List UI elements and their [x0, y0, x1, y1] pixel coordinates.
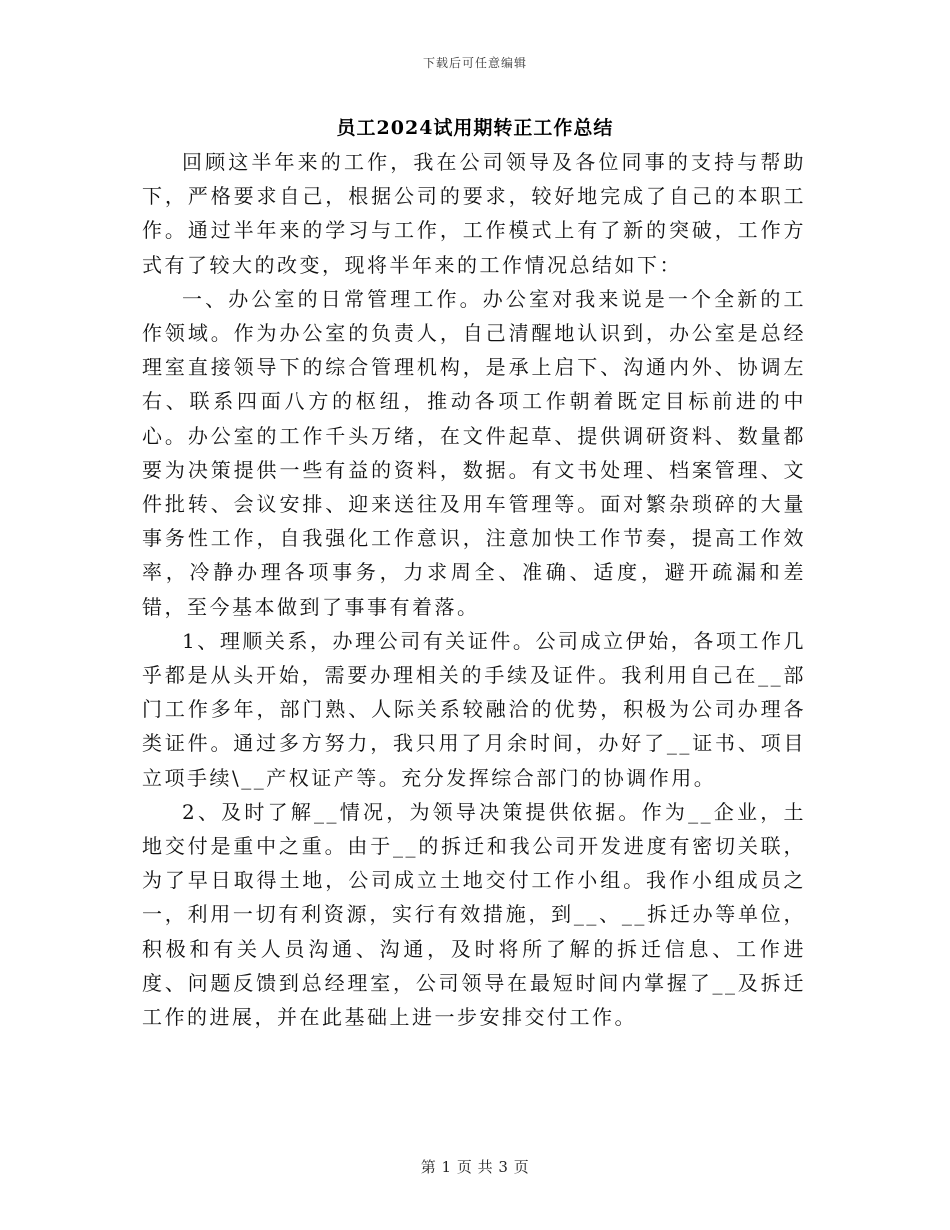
paragraph-intro: 回顾这半年来的工作，我在公司领导及各位同事的支持与帮助下，严格要求自己，根据公司的要求，较好地完成了自己的本职工作。通过半年来的学习与工作，工作模式上有了新的突破，工作方式有了较大的改变，现将半年来的工作情况总结如下： — [142, 150, 806, 277]
paragraph-certificates: 1、理顺关系，办理公司有关证件。公司成立伊始，各项工作几乎都是从头开始，需要办理相关的手续及证件。我利用自己在__部门工作多年，部门熟、人际关系较融洽的优势，积极为公司办理各类证件。通过多方努力，我只用了月余时间，办好了__证书、项目立项手续\__产权证产等。充分发挥综合部门的协调作用。 — [142, 628, 806, 790]
document-title: 员工2024试用期转正工作总结 — [336, 117, 614, 139]
header-note: 下载后可任意编辑 — [422, 56, 527, 70]
paragraph-land-delivery: 2、及时了解__情况，为领导决策提供依据。作为__企业，土地交付是重中之重。由于__的拆迁和我公司开发进度有密切关联，为了早日取得土地，公司成立土地交付工作小组。我作小组成员之一，利用一切有利资源，实行有效措施，到__、__拆迁办等单位，积极和有关人员沟通、沟通，及时将所了解的拆迁信息、工作进度、问题反馈到总经理室，公司领导在最短时间内掌握了__及拆迁工作的进展，并在此基础上进一步安排交付工作。 — [142, 799, 806, 1030]
paragraph-office-management: 一、办公室的日常管理工作。办公室对我来说是一个全新的工作领域。作为办公室的负责人，自己清醒地认识到，办公室是总经理室直接领导下的综合管理机构，是承上启下、沟通内外、协调左右、联系四面八方的枢纽，推动各项工作朝着既定目标前进的中心。办公室的工作千头万绪，在文件起草、提供调研资料、数量都要为决策提供一些有益的资料，数据。有文书处理、档案管理、文件批转、会议安排、迎来送往及用车管理等。面对繁杂琐碎的大量事务性工作，自我强化工作意识，注意加快工作节奏，提高工作效率，冷静办理各项事务，力求周全、准确、适度，避开疏漏和差错，至今基本做到了事事有着落。 — [142, 286, 806, 619]
page-number-footer: 第 1 页 共 3 页 — [420, 1158, 530, 1176]
document-body — [142, 145, 806, 1034]
